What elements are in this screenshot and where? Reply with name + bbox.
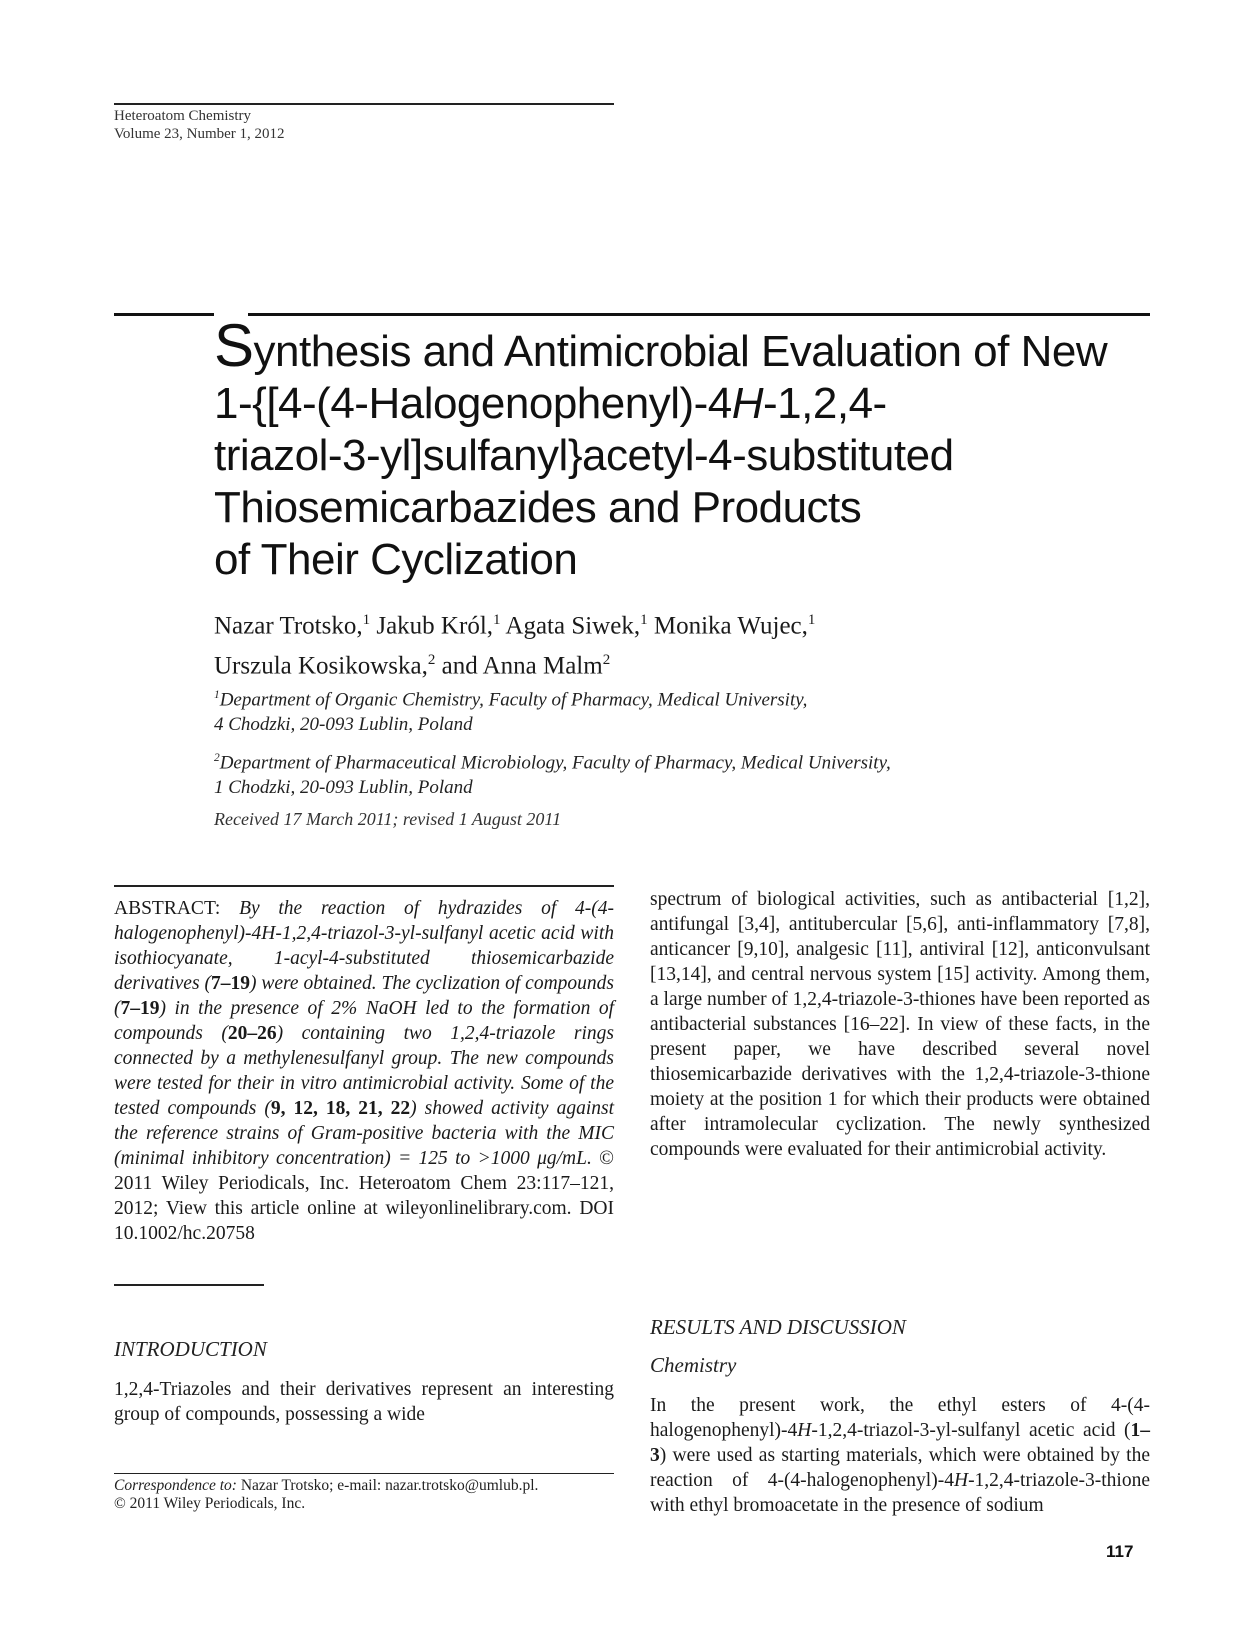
received-dates: Received 17 March 2011; revised 1 August 2011 <box>214 809 562 829</box>
title-drop-cap: S <box>214 312 254 379</box>
results-heading: RESULTS AND DISCUSSION <box>650 1315 906 1339</box>
author: Agata Siwek, <box>505 612 641 640</box>
page-number: 117 <box>1106 1542 1134 1561</box>
title-line-4: Thiosemicarbazides and Products <box>214 483 862 532</box>
affiliation-1: $^1$Department of Organic Chemistry, Faculty of Pharmacy, Medical University, 4 Chodzki, 20-093 Lublin, Poland <box>214 689 808 736</box>
author: and Anna Malm <box>441 652 603 680</box>
author: Urszula Kosikowska, <box>214 652 428 680</box>
intro-continuation: spectrum of biological activities, such as antibacterial [1,2], antifungal [3,4], antitubercular [5,6], anti-inflammatory [7,8], anticancer [9,10], analgesic [11], antiviral [12], anticonvulsant [13,14], and central nervous system [15] activity. Among them, a large number of 1,2,4-triazole-3-thiones have been reported as antibacterial substances [16–22]. In view of these facts, in the present paper, we have described several novel thiosemicarbazide derivatives with the 1,2,4-triazole-3-thione moiety at the position 1 for which their products were obtained after intramolecular cyclization. The newly synthesized compounds were evaluated for their antimicrobial activity. <box>650 889 1150 1160</box>
author-list <box>214 603 1114 684</box>
title-line-2: 1-{[4-(4-Halogenophenyl)-4H-1,2,4- <box>214 379 887 428</box>
article-title <box>214 312 1154 586</box>
author: Nazar Trotsko, <box>214 612 363 640</box>
footnote-rule <box>114 1473 614 1474</box>
author: Jakub Król, <box>376 612 494 640</box>
title-line-1: Synthesis and Antimicrobial Evaluation of New <box>214 312 1108 379</box>
journal-volume: Volume 23, Number 1, 2012 <box>114 126 285 142</box>
title-rule-right <box>248 313 1150 316</box>
chemistry-text: In the present work, the ethyl esters of 4-(4-halogenophenyl)-4H-1,2,4-triazol-3-yl-sulfanyl acetic acid (1–3) were used as starting materials, which were obtained by the reaction of 4-(4-halogenophenyl)-4H-1,2,4-triazole-3-thione with ethyl bromoacetate in the presence of sodium <box>650 1395 1150 1516</box>
correspondence-footnote: Correspondence to: Nazar Trotsko; e-mail: nazar.trotsko@umlub.pl. © 2011 Wiley Periodicals, Inc. <box>114 1477 614 1513</box>
introduction-text: 1,2,4-Triazoles and their derivatives represent an interesting group of compounds, possessing a wide <box>114 1379 614 1425</box>
author-line-1: Nazar Trotsko,$^1$ Jakub Król,$^1$ Agata Siwek,$^1$ Monika Wujec,$^1$ <box>214 612 816 640</box>
header-rule <box>114 103 614 105</box>
title-line-3: triazol-3-yl]sulfanyl}acetyl-4-substituted <box>214 431 954 480</box>
affiliation-2: $^2$Department of Pharmaceutical Microbiology, Faculty of Pharmacy, Medical University, 1 Chodzki, 20-093 Lublin, Poland <box>214 752 891 799</box>
copyright: © 2011 Wiley Periodicals, Inc. <box>114 1495 306 1512</box>
abstract-rule-top <box>114 885 614 887</box>
journal-name: Heteroatom Chemistry <box>114 108 252 124</box>
abstract: ABSTRACT: By the reaction of hydrazides of 4-(4-halogenophenyl)-4H-1,2,4-triazol-3-yl-sulfanyl acetic acid with isothiocyanate, 1-acyl-4-substituted thiosemicarbazide derivatives (7–19) were obtained. The cyclization of compounds (7–19) in the presence of 2% NaOH led to the formation of compounds (20–26) containing two 1,2,4-triazole rings connected by a methylenesulfanyl group. The new compounds were tested for their in vitro antimicrobial activity. Some of the tested compounds (9, 12, 18, 21, 22) showed activity against the reference strains of Gram-positive bacteria with the MIC (minimal inhibitory concentration) = 125 to >1000 μg/mL. © 2011 Wiley Periodicals, Inc. Heteroatom Chem 23:117–121, 2012; View this article online at wileyonlinelibrary.com. DOI 10.1002/hc.20758 <box>114 898 615 1244</box>
title-rule-left <box>114 313 214 316</box>
introduction-heading: INTRODUCTION <box>114 1337 267 1361</box>
title-line-5: of Their Cyclization <box>214 535 578 584</box>
journal-info <box>114 107 285 143</box>
author-line-2: Urszula Kosikowska,$^2$ and Anna Malm$^2$ <box>214 652 611 680</box>
abstract-rule-bottom <box>114 1284 264 1286</box>
author: Monika Wujec, <box>653 612 808 640</box>
chemistry-subheading: Chemistry <box>650 1353 737 1377</box>
abstract-label: ABSTRACT: <box>114 898 221 919</box>
